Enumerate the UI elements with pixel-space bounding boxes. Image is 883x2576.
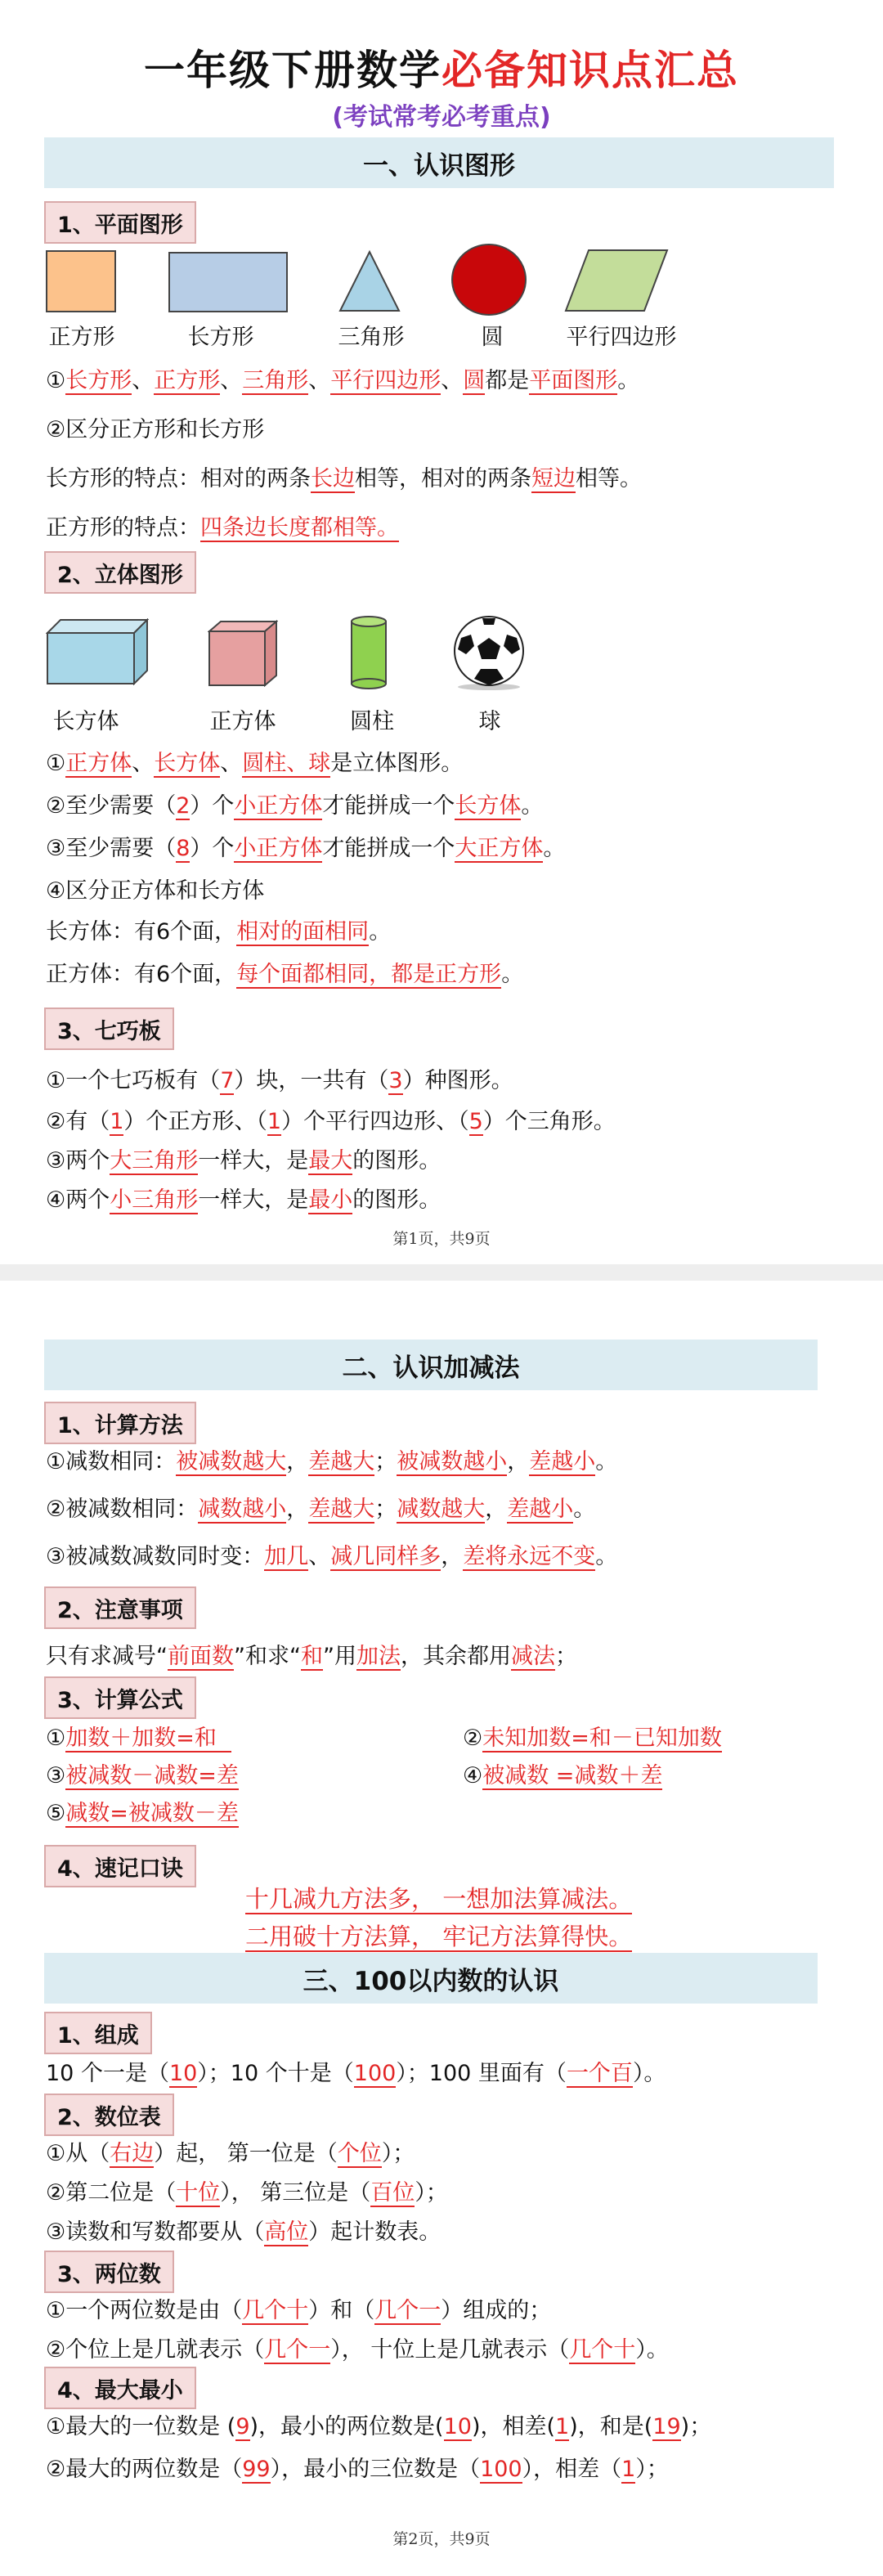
max-min-line-1: [46, 2414, 711, 2440]
text-segment: ①最大的一位数是 (: [46, 2414, 236, 2439]
answer-text: 差越大: [308, 1449, 375, 1474]
cube-shape: [208, 620, 278, 687]
answer-text: 加法: [356, 1644, 401, 1669]
subheading-tangram: 3、七巧板: [44, 1008, 174, 1050]
answer-text: 差越小: [507, 1497, 574, 1522]
text-segment: ①从（: [46, 2141, 110, 2166]
subheading-calc-method: 1、计算方法: [44, 1402, 196, 1444]
title-black-part: 一年级下册数学: [144, 47, 441, 94]
answer-text: 5: [468, 1109, 483, 1134]
text-segment: 的图形。: [352, 1187, 441, 1213]
text-segment: 只有求减号“: [46, 1644, 168, 1669]
calc-line-2: [46, 1497, 595, 1523]
answer-text: 7: [220, 1068, 235, 1093]
text-segment: 。: [595, 1544, 618, 1569]
answer-text: 被减数 =减数＋差: [482, 1763, 663, 1788]
page-footer-2: 第2页，共9页: [392, 2530, 491, 2548]
text-segment: ；: [374, 1497, 397, 1522]
text-segment: 、: [441, 368, 464, 393]
answer-text: 2: [176, 793, 190, 819]
text-segment: ，其余都用: [400, 1644, 511, 1669]
text-segment: 长方体：有6个面，: [46, 919, 237, 945]
answer-text: 正方体: [65, 751, 132, 776]
text-segment: )，最小的两位数是(: [249, 2414, 444, 2439]
text-segment: 10 个一是（: [46, 2061, 169, 2086]
text-segment: ①: [46, 751, 66, 776]
text-segment: ）起， 第一位是（: [154, 2141, 338, 2166]
circle-shape: [450, 242, 528, 317]
text-segment: ，: [286, 1497, 309, 1522]
title-red-part: 必备知识点汇总: [441, 47, 739, 94]
cylinder-shape: [350, 615, 389, 690]
caption-parallelogram: 平行四边形: [566, 325, 677, 350]
subheading-solid-shapes: 2、立体图形: [44, 551, 196, 594]
text-segment: ）个平行四边形、（: [281, 1109, 469, 1134]
answer-text: 几个十: [242, 2298, 309, 2323]
answer-text: 个位: [337, 2141, 382, 2166]
text-segment: 。: [501, 962, 524, 987]
answer-text: 十位: [176, 2180, 221, 2206]
answer-text: 被减数越小: [397, 1449, 508, 1474]
answer-text: 未知加数=和－已知加数: [482, 1726, 722, 1751]
text-segment: ①: [46, 1726, 66, 1751]
answer-text: 几个一: [264, 2337, 331, 2363]
calc-line-1: [46, 1449, 617, 1475]
text-segment: ②第二位是（: [46, 2180, 177, 2206]
answer-text: 10: [443, 2414, 472, 2439]
text-segment: 正方体：有6个面，: [46, 962, 237, 987]
answer-text: 圆: [463, 368, 486, 393]
text-segment: ）。: [632, 2061, 666, 2086]
subheading-notes: 2、注意事项: [44, 1586, 196, 1629]
answer-text: 100: [353, 2061, 397, 2086]
answer-text: 减数=被减数－差: [65, 1801, 239, 1826]
text-segment: ②有（: [46, 1109, 110, 1134]
caption-square: 正方形: [48, 325, 115, 350]
answer-text: 最小: [308, 1187, 353, 1213]
text-segment: ）起计数表。: [308, 2219, 441, 2245]
place-value-line-1: [46, 2141, 415, 2167]
parallelogram-shape: [564, 249, 670, 314]
answer-text: 平行四边形: [330, 368, 441, 393]
text-segment: ④两个: [46, 1187, 110, 1213]
flat-shapes-line: [46, 368, 639, 394]
formula-2: [463, 1726, 722, 1752]
answer-text: 100: [480, 2457, 522, 2482]
rectangle-shape: [168, 252, 288, 312]
text-segment: ”和求“: [234, 1644, 301, 1669]
answer-text: 短边: [531, 466, 576, 491]
text-segment: ）个三角形。: [482, 1109, 616, 1134]
section-header-numbers: 三、100以内数的认识: [44, 1953, 818, 2004]
answer-text: 1: [621, 2457, 636, 2482]
place-value-line-3: [46, 2219, 441, 2246]
text-segment: ）；100 里面有（: [396, 2061, 567, 2086]
text-segment: ；: [554, 1644, 577, 1669]
rhyme-line-2: [245, 1919, 632, 1952]
answer-text: 差将永远不变: [463, 1544, 596, 1569]
text-segment: ）， 十位上是几就表示（: [330, 2337, 570, 2363]
answer-text: 差越大: [308, 1497, 375, 1522]
answer-text: 几个一: [374, 2298, 441, 2323]
answer-text: 99: [242, 2457, 271, 2482]
answer-text: 长方体: [455, 793, 522, 819]
text-segment: 。: [369, 919, 392, 945]
page-footer-1: 第1页，共9页: [392, 1230, 491, 1248]
tangram-line-4: [46, 1187, 441, 1214]
text-segment: 。: [521, 793, 544, 819]
text-segment: ）， 第三位是（: [220, 2180, 371, 2206]
text-segment: ），最小的三位数是（: [270, 2457, 481, 2482]
caption-cuboid: 长方体: [52, 709, 119, 734]
tangram-line-3: [46, 1148, 441, 1174]
subheading-max-min: 4、最大最小: [44, 2367, 196, 2409]
answer-text: 长边: [311, 466, 355, 491]
two-digit-line-1: [46, 2298, 551, 2324]
text-segment: ⑤: [46, 1801, 66, 1826]
answer-text: 正方形: [154, 368, 221, 393]
answer-text: 四条边长度都相等。: [200, 515, 399, 541]
text-segment: ②至少需要（: [46, 793, 177, 819]
tangram-line-1: [46, 1068, 513, 1094]
caption-cube: 正方体: [209, 709, 276, 734]
answer-text: 一个百: [566, 2061, 633, 2086]
text-segment: ）；: [635, 2457, 669, 2482]
text-segment: 。: [543, 836, 566, 861]
caption-ball: 球: [478, 709, 501, 734]
text-segment: ②: [463, 1726, 483, 1751]
formula-5: [46, 1801, 239, 1827]
text-segment: )；: [680, 2414, 712, 2439]
caption-circle: 圆: [481, 325, 504, 350]
text-segment: ）种图形。: [402, 1068, 513, 1093]
square-feature-line: [46, 515, 399, 541]
formula-4: [463, 1763, 662, 1789]
distinguish-solids-heading: ④区分正方体和长方体: [46, 878, 265, 904]
text-segment: ）；10 个十是（: [197, 2061, 354, 2086]
text-segment: 相等，相对的两条: [355, 466, 531, 491]
text-segment: 。: [573, 1497, 596, 1522]
formula-3: [46, 1763, 239, 1789]
text-segment: 。: [595, 1449, 618, 1474]
answer-text: 长方形: [65, 368, 132, 393]
subheading-compose: 1、组成: [44, 2012, 152, 2054]
answer-text: 几个十: [569, 2337, 636, 2363]
answer-text: 减法: [510, 1644, 555, 1669]
text-segment: 都是: [485, 368, 530, 393]
text-segment: ）和（: [308, 2298, 375, 2323]
section-header-add-sub: 二、认识加减法: [44, 1340, 818, 1390]
max-min-line-2: [46, 2457, 669, 2483]
text-segment: )，和是(: [569, 2414, 653, 2439]
answer-text: 9: [235, 2414, 250, 2439]
notes-line: [46, 1644, 577, 1670]
text-segment: ②最大的两位数是（: [46, 2457, 243, 2482]
text-segment: 二用破十方法算， 牢记方法算得快。: [245, 1923, 633, 1950]
text-segment: ，: [507, 1449, 530, 1474]
tangram-line-2: [46, 1109, 616, 1135]
text-segment: ）；: [381, 2141, 415, 2166]
caption-triangle: 三角形: [338, 325, 405, 350]
square-shape: [46, 250, 116, 312]
text-segment: 、: [132, 751, 155, 776]
answer-text: 三角形: [242, 368, 309, 393]
subheading-two-digit: 3、两位数: [44, 2251, 174, 2293]
rectangle-feature-line: [46, 466, 642, 492]
text-segment: ）个: [190, 793, 235, 819]
page-divider: [0, 1264, 883, 1281]
text-segment: )，相差(: [471, 2414, 556, 2439]
subheading-formula: 3、计算公式: [44, 1676, 196, 1719]
answer-text: 长方体: [154, 751, 221, 776]
text-segment: 长方形的特点：相对的两条: [46, 466, 311, 491]
text-segment: ）个: [190, 836, 235, 861]
text-segment: ）个正方形、（: [123, 1109, 267, 1134]
answer-text: 和: [300, 1644, 323, 1669]
answer-text: 减数越小: [198, 1497, 287, 1522]
caption-rectangle: 长方形: [187, 325, 254, 350]
cuboid-shape: [46, 618, 149, 685]
text-segment: ②被减数相同：: [46, 1497, 199, 1522]
text-segment: ④: [463, 1763, 483, 1788]
page-subtitle: (考试常考必考重点): [332, 103, 551, 132]
formula-1: [46, 1726, 231, 1752]
text-segment: ③读数和写数都要从（: [46, 2219, 265, 2245]
answer-text: 1: [555, 2414, 570, 2439]
text-segment: ②个位上是几就表示（: [46, 2337, 265, 2363]
text-segment: ”用: [322, 1644, 356, 1669]
text-segment: 十几减九方法多， 一想加法算减法。: [245, 1885, 633, 1913]
answer-text: 大三角形: [110, 1148, 199, 1174]
text-segment: ，: [286, 1449, 309, 1474]
ball-shape: [450, 613, 528, 692]
text-segment: 才能拼成一个: [322, 793, 455, 819]
text-segment: 。: [617, 368, 640, 393]
answer-text: 高位: [264, 2219, 309, 2245]
page-title: [0, 38, 883, 96]
subheading-place-value: 2、数位表: [44, 2094, 174, 2136]
text-segment: ①减数相同：: [46, 1449, 177, 1474]
text-segment: 、: [132, 368, 155, 393]
text-segment: 、: [308, 1544, 331, 1569]
distinguish-heading: ②区分正方形和长方形: [46, 417, 265, 442]
answer-text: 前面数: [168, 1644, 234, 1669]
subheading-rhyme: 4、速记口诀: [44, 1845, 196, 1887]
text-segment: ①一个两位数是由（: [46, 2298, 243, 2323]
answer-text: 加几: [264, 1544, 309, 1569]
answer-text: 差越小: [529, 1449, 596, 1474]
answer-text: 1: [110, 1109, 124, 1134]
answer-text: 8: [176, 836, 190, 861]
cube-count-line: [46, 836, 565, 862]
triangle-shape: [337, 249, 402, 314]
text-segment: 、: [220, 751, 243, 776]
text-segment: 一样大，是: [198, 1187, 309, 1213]
answer-text: 小三角形: [110, 1187, 199, 1213]
calc-line-3: [46, 1544, 617, 1570]
text-segment: 、: [220, 368, 243, 393]
text-segment: ）；: [415, 2180, 448, 2206]
answer-text: 加数＋加数=和: [65, 1726, 231, 1752]
text-segment: ）组成的；: [441, 2298, 552, 2323]
answer-text: 每个面都相同，都是正方形: [236, 962, 502, 987]
text-segment: ③: [46, 1763, 66, 1788]
answer-text: 被减数－减数=差: [65, 1763, 239, 1788]
answer-text: 小正方体: [234, 793, 323, 819]
cube-feature-line: [46, 962, 523, 988]
text-segment: 是立体图形。: [330, 751, 464, 776]
answer-text: 19: [652, 2414, 681, 2439]
answer-text: 减几同样多: [330, 1544, 441, 1569]
text-segment: ①一个七巧板有（: [46, 1068, 221, 1093]
text-segment: ）块，一共有（: [234, 1068, 389, 1093]
answer-text: 圆柱、球: [242, 751, 331, 776]
text-segment: ；: [374, 1449, 397, 1474]
cuboid-count-line: [46, 793, 543, 819]
text-segment: ）。: [635, 2337, 669, 2363]
answer-text: 被减数越大: [176, 1449, 287, 1474]
text-segment: ③至少需要（: [46, 836, 177, 861]
place-value-line-2: [46, 2180, 448, 2206]
answer-text: 10: [168, 2061, 198, 2086]
answer-text: 相对的面相同: [236, 919, 370, 945]
answer-text: 3: [388, 1068, 403, 1093]
solid-shapes-line: [46, 751, 463, 777]
text-segment: 的图形。: [352, 1148, 441, 1174]
text-segment: 正方形的特点：: [46, 515, 200, 541]
compose-line: [46, 2061, 666, 2087]
answer-text: 右边: [110, 2141, 155, 2166]
text-segment: ），相差（: [522, 2457, 622, 2482]
section-header-shapes: 一、认识图形: [44, 137, 834, 188]
text-segment: ③两个: [46, 1148, 110, 1174]
answer-text: 平面图形: [529, 368, 618, 393]
text-segment: ，: [485, 1497, 508, 1522]
caption-cylinder: 圆柱: [350, 709, 394, 734]
two-digit-line-2: [46, 2337, 669, 2363]
answer-text: 大正方体: [455, 836, 544, 861]
answer-text: 小正方体: [234, 836, 323, 861]
answer-text: 减数越大: [397, 1497, 486, 1522]
text-segment: 相等。: [576, 466, 642, 491]
text-segment: ①: [46, 368, 66, 393]
rhyme-line-1: [245, 1881, 632, 1914]
subheading-flat-shapes: 1、平面图形: [44, 201, 196, 244]
answer-text: 1: [267, 1109, 282, 1134]
text-segment: 才能拼成一个: [322, 836, 455, 861]
text-segment: ③被减数减数同时变：: [46, 1544, 265, 1569]
cuboid-feature-line: [46, 919, 391, 945]
text-segment: 一样大，是: [198, 1148, 309, 1174]
answer-text: 百位: [370, 2180, 415, 2206]
text-segment: ，: [441, 1544, 464, 1569]
answer-text: 最大: [308, 1148, 353, 1174]
text-segment: 、: [308, 368, 331, 393]
